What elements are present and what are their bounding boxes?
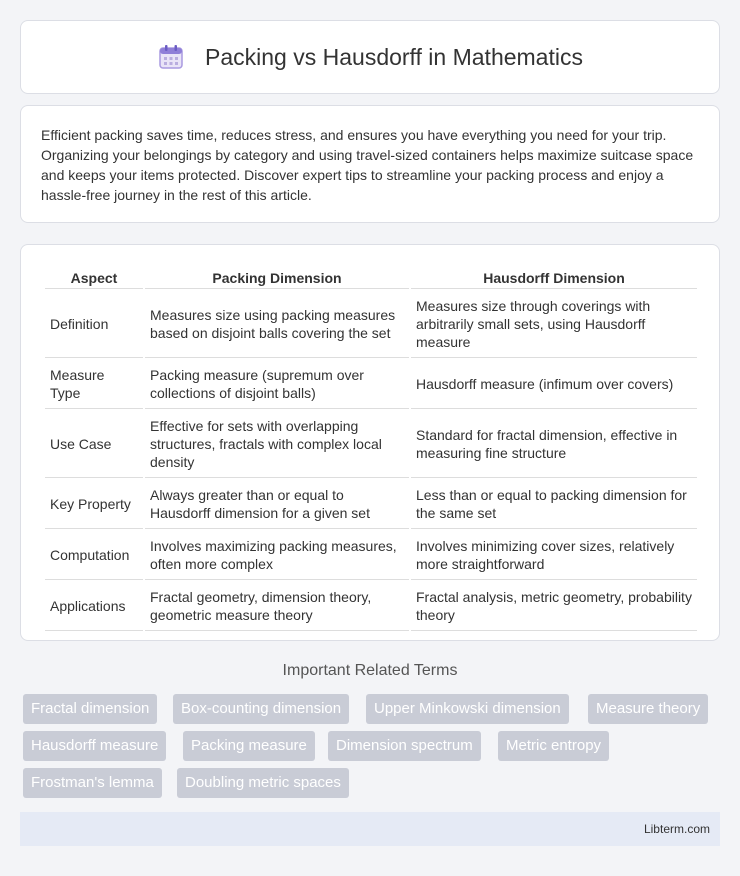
row-packing: Effective for sets with overlapping structures, fractals with complex local density: [145, 411, 409, 478]
term-tag[interactable]: Doubling metric spaces: [177, 768, 349, 798]
table-row: [45, 411, 697, 478]
table-row: [45, 480, 697, 529]
term-tag[interactable]: Packing measure: [183, 731, 315, 761]
page-title: Packing vs Hausdorff in Mathematics: [205, 43, 583, 70]
term-tag[interactable]: Fractal dimension: [23, 694, 157, 724]
intro-text: Efficient packing saves time, reduces stress, and ensures you have everything you need for your trip. Organizing your belongings by category and using travel-sized containers helps maximize suitcase space and keeps your items protected. Discover expert tips to streamline your packing process and enjoy a hassle-free journey in the rest of this article.: [41, 127, 694, 203]
table-row: [45, 582, 697, 631]
row-hausdorff: Standard for fractal dimension, effective in measuring fine structure: [411, 411, 697, 478]
term-tag[interactable]: Upper Minkowski dimension: [366, 694, 569, 724]
row-packing: Measures size using packing measures based on disjoint balls covering the set: [145, 291, 409, 358]
row-packing: Involves maximizing packing measures, often more complex: [145, 531, 409, 580]
row-aspect: Use Case: [45, 411, 143, 478]
table-row: [45, 360, 697, 409]
row-hausdorff: Measures size through coverings with arbitrarily small sets, using Hausdorff measure: [411, 291, 697, 358]
row-aspect: Definition: [45, 291, 143, 358]
related-terms-title: Important Related Terms: [282, 662, 458, 679]
term-tag[interactable]: Metric entropy: [498, 731, 609, 761]
header-card: [20, 20, 720, 94]
intro-card: [20, 105, 720, 223]
row-hausdorff: Hausdorff measure (infimum over covers): [411, 360, 697, 409]
row-aspect: Applications: [45, 582, 143, 631]
table-row: [45, 531, 697, 580]
term-tag[interactable]: Measure theory: [588, 694, 708, 724]
row-aspect: Measure Type: [45, 360, 143, 409]
row-packing: Packing measure (supremum over collections of disjoint balls): [145, 360, 409, 409]
comparison-table: [43, 265, 699, 633]
row-hausdorff: Fractal analysis, metric geometry, probability theory: [411, 582, 697, 631]
comparison-card: [20, 244, 720, 641]
row-aspect: Key Property: [45, 480, 143, 529]
term-tag[interactable]: Box-counting dimension: [173, 694, 349, 724]
footer: [20, 812, 720, 846]
term-tag[interactable]: Dimension spectrum: [328, 731, 481, 761]
table-header-row: [45, 267, 697, 289]
footer-link[interactable]: Libterm.com: [643, 822, 710, 836]
header-aspect: Aspect: [45, 267, 143, 289]
row-aspect: Computation: [45, 531, 143, 580]
header-packing: Packing Dimension: [145, 267, 409, 289]
table-row: [45, 291, 697, 358]
row-hausdorff: Less than or equal to packing dimension for the same set: [411, 480, 697, 529]
row-packing: Always greater than or equal to Hausdorff dimension for a given set: [145, 480, 409, 529]
term-tag[interactable]: Hausdorff measure: [23, 731, 166, 761]
row-hausdorff: Involves minimizing cover sizes, relatively more straightforward: [411, 531, 697, 580]
row-packing: Fractal geometry, dimension theory, geometric measure theory: [145, 582, 409, 631]
term-tag[interactable]: Frostman's lemma: [23, 768, 162, 798]
calendar-icon: [157, 43, 185, 71]
header-hausdorff: Hausdorff Dimension: [411, 267, 697, 289]
